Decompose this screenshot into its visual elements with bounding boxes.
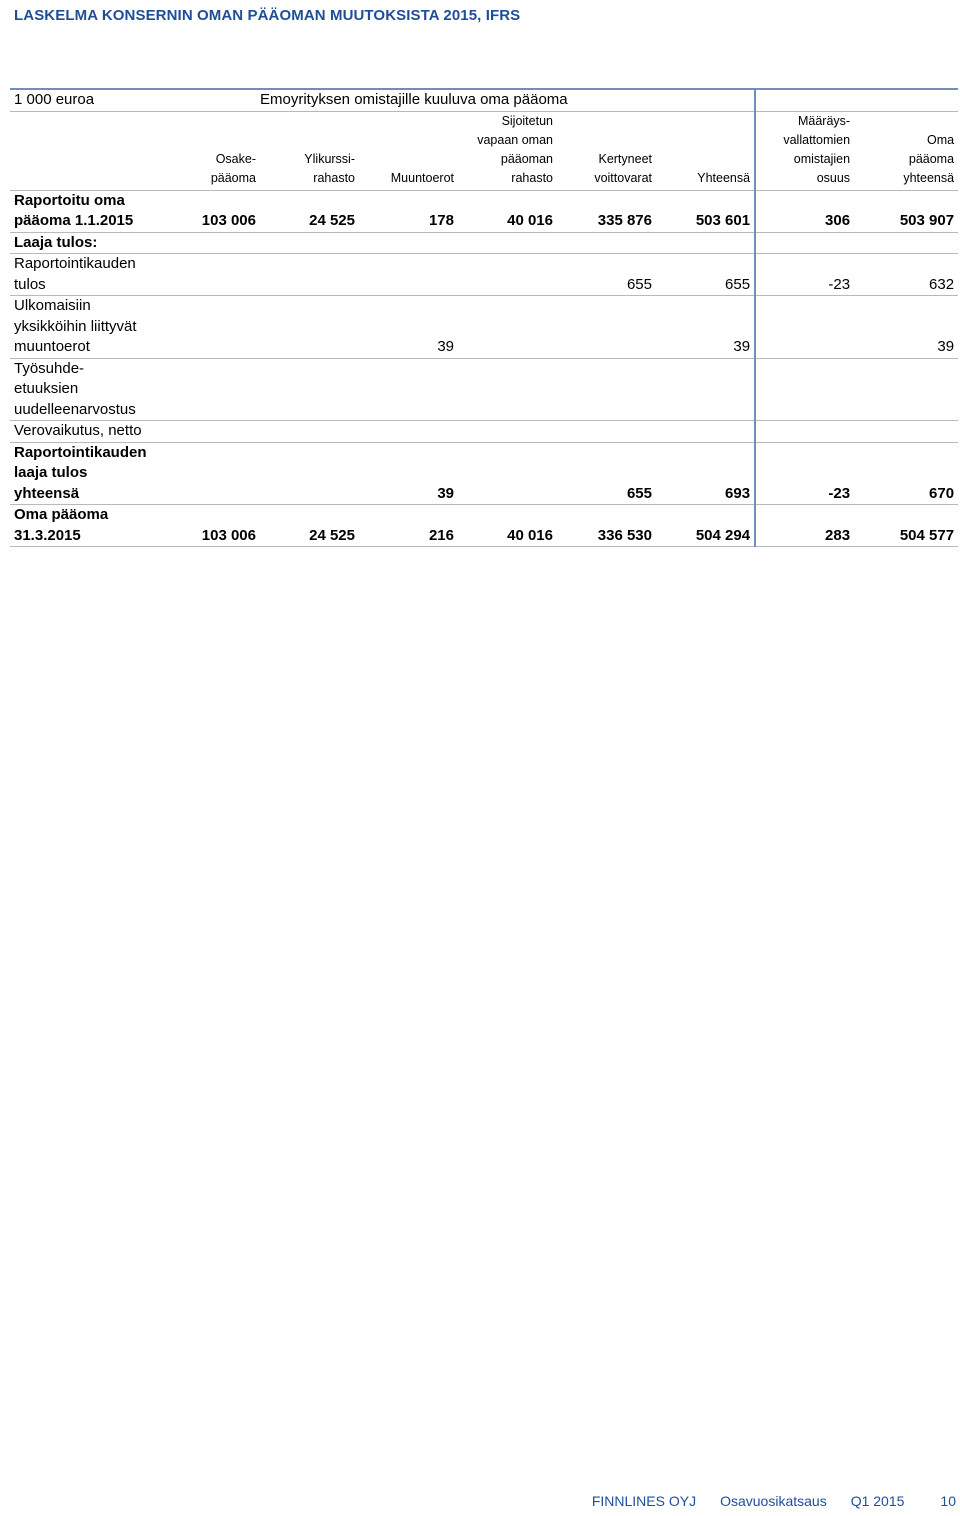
- value-cell: 39: [656, 296, 755, 359]
- cell-text-line: yksikköihin liittyvät: [14, 317, 137, 335]
- value-cell: [854, 232, 958, 254]
- value-cell: 24 525: [260, 190, 359, 232]
- value-cell: [854, 358, 958, 421]
- value-cell: -23: [755, 442, 854, 505]
- cell-text-line: Laaja tulos:: [14, 233, 98, 251]
- table-row: [10, 421, 958, 443]
- equity-changes-table: [10, 88, 958, 547]
- cell-text-line: rahasto: [511, 170, 553, 185]
- column-header: [755, 111, 854, 190]
- value-cell: 504 577: [854, 505, 958, 547]
- value-cell: 655: [557, 442, 656, 505]
- value-cell: [557, 296, 656, 359]
- cell-text-line: Työsuhde-: [14, 359, 85, 377]
- group-header: Emoyrityksen omistajille kuuluva oma pääoma: [260, 89, 755, 111]
- value-cell: 216: [359, 505, 458, 547]
- cell-text-line: pääoma: [908, 151, 955, 166]
- cell-text-line: etuuksien: [14, 380, 79, 397]
- cell-text-line: pääoman: [500, 151, 553, 166]
- value-cell: 103 006: [160, 190, 260, 232]
- cell-text-line: Ylikurssi-: [304, 151, 355, 166]
- value-cell: [160, 232, 260, 254]
- cell-text-line: Määräys-: [797, 113, 851, 128]
- cell-text-line: Ulkomaisiin: [14, 297, 91, 314]
- value-cell: [260, 421, 359, 443]
- row-label: [10, 358, 160, 421]
- cell-text-line: Muuntoerot: [390, 170, 454, 185]
- page-footer: [592, 1493, 956, 1509]
- unit-label: 1 000 euroa: [10, 89, 160, 111]
- row-label: [10, 505, 160, 547]
- value-cell: [160, 254, 260, 296]
- cell-text-line: voittovarat: [594, 170, 652, 185]
- column-header: [458, 111, 557, 190]
- cell-text-line: Oma: [926, 132, 955, 147]
- cell-text-line: yhteensä: [903, 170, 955, 185]
- value-cell: 632: [854, 254, 958, 296]
- value-cell: [755, 358, 854, 421]
- value-cell: [160, 296, 260, 359]
- cell-text-line: Raportointikauden: [14, 255, 136, 272]
- value-cell: [260, 232, 359, 254]
- footer-company: FINNLINES OYJ: [591, 1493, 697, 1509]
- footer-period: Q1 2015: [850, 1493, 905, 1509]
- cell-text-line: rahasto: [313, 170, 355, 185]
- column-header: [359, 111, 458, 190]
- value-cell: [557, 232, 656, 254]
- cell-text-line: 31.3.2015: [14, 526, 81, 544]
- value-cell: [260, 254, 359, 296]
- value-cell: [557, 358, 656, 421]
- value-cell: [656, 358, 755, 421]
- value-cell: 503 601: [656, 190, 755, 232]
- column-header: [260, 111, 359, 190]
- row-label: [10, 232, 160, 254]
- value-cell: [458, 254, 557, 296]
- cell-text-line: omistajien: [793, 151, 851, 166]
- value-cell: 24 525: [260, 505, 359, 547]
- row-label: [10, 254, 160, 296]
- value-cell: 39: [854, 296, 958, 359]
- value-cell: 39: [359, 442, 458, 505]
- value-cell: [160, 442, 260, 505]
- value-cell: [160, 421, 260, 443]
- value-cell: 306: [755, 190, 854, 232]
- column-header: [557, 111, 656, 190]
- cell-text-line: Verovaikutus, netto: [14, 422, 142, 439]
- row-label: [10, 442, 160, 505]
- cell-text-line: uudelleenarvostus: [14, 400, 136, 418]
- cell-text-line: pääoma: [210, 170, 256, 185]
- value-cell: 283: [755, 505, 854, 547]
- value-cell: [755, 296, 854, 359]
- column-header: [854, 111, 958, 190]
- row-label: [10, 421, 160, 443]
- cell-text-line: vallattomien: [783, 132, 851, 147]
- value-cell: [557, 421, 656, 443]
- value-cell: [260, 358, 359, 421]
- value-cell: [260, 296, 359, 359]
- value-cell: [755, 232, 854, 254]
- cell-text-line: laaja tulos: [14, 464, 88, 481]
- row-label: [10, 296, 160, 359]
- value-cell: [755, 421, 854, 443]
- value-cell: [359, 254, 458, 296]
- table-row: [10, 254, 958, 296]
- cell-text-line: Sijoitetun: [501, 113, 553, 128]
- value-cell: [656, 421, 755, 443]
- value-cell: [359, 358, 458, 421]
- value-cell: [656, 232, 755, 254]
- cell-text-line: Oma pääoma: [14, 506, 109, 523]
- value-cell: 103 006: [160, 505, 260, 547]
- cell-text-line: tulos: [14, 275, 46, 293]
- value-cell: 504 294: [656, 505, 755, 547]
- value-cell: [458, 296, 557, 359]
- column-header: [656, 111, 755, 190]
- table-row: [10, 505, 958, 547]
- value-cell: [458, 421, 557, 443]
- cell-text-line: Kertyneet: [598, 151, 652, 166]
- value-cell: 655: [557, 254, 656, 296]
- column-header: [160, 111, 260, 190]
- table-row: [10, 442, 958, 505]
- cell-text-line: osuus: [816, 170, 851, 185]
- value-cell: 178: [359, 190, 458, 232]
- cell-text-line: vapaan oman: [477, 132, 553, 147]
- value-cell: 335 876: [557, 190, 656, 232]
- value-cell: [458, 358, 557, 421]
- cell-text-line: Yhteensä: [697, 170, 751, 185]
- value-cell: [359, 232, 458, 254]
- table-row: [10, 232, 958, 254]
- value-cell: 670: [854, 442, 958, 505]
- value-cell: 40 016: [458, 505, 557, 547]
- table-row: [10, 296, 958, 359]
- value-cell: 693: [656, 442, 755, 505]
- cell-text-line: pääoma 1.1.2015: [14, 212, 134, 229]
- footer-report: Osavuosikatsaus: [720, 1493, 827, 1509]
- cell-text-line: muuntoerot: [14, 338, 90, 355]
- value-cell: -23: [755, 254, 854, 296]
- value-cell: 655: [656, 254, 755, 296]
- footer-page-number: 10: [940, 1493, 956, 1509]
- value-cell: 40 016: [458, 190, 557, 232]
- table-row: [10, 190, 958, 232]
- column-header-row: [10, 111, 958, 190]
- cell-text-line: yhteensä: [14, 484, 80, 502]
- table-row: [10, 358, 958, 421]
- value-cell: [260, 442, 359, 505]
- value-cell: [160, 358, 260, 421]
- value-cell: 336 530: [557, 505, 656, 547]
- value-cell: [458, 232, 557, 254]
- value-cell: [458, 442, 557, 505]
- value-cell: [854, 421, 958, 443]
- cell-text-line: Raportointikauden: [14, 443, 147, 461]
- cell-text-line: Osake-: [215, 151, 256, 166]
- page-title: LASKELMA KONSERNIN OMAN PÄÄOMAN MUUTOKSISTA 2015, IFRS: [14, 7, 521, 24]
- row-label: [10, 190, 160, 232]
- value-cell: 503 907: [854, 190, 958, 232]
- group-header-row: [10, 89, 958, 111]
- value-cell: [359, 421, 458, 443]
- value-cell: 39: [359, 296, 458, 359]
- cell-text-line: Raportoitu oma: [14, 191, 125, 209]
